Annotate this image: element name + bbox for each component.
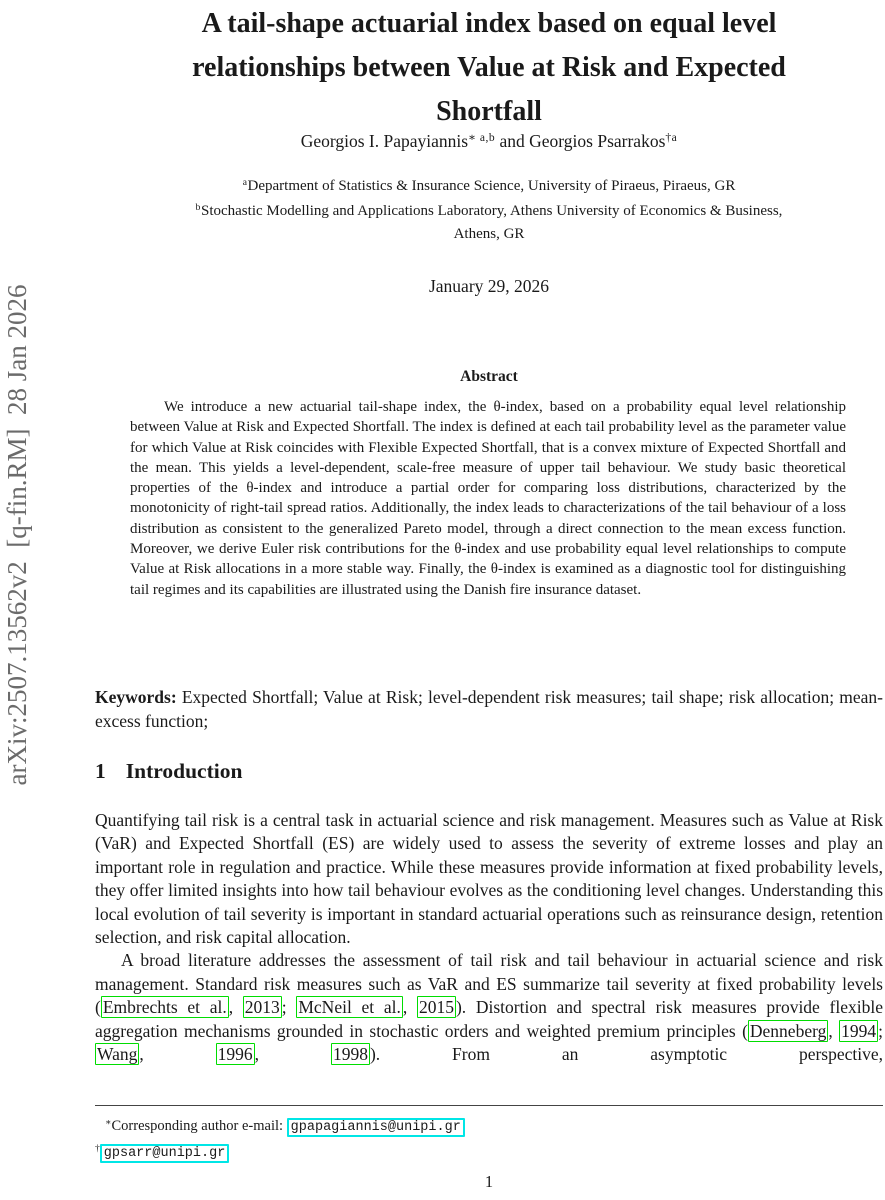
text-segment: , xyxy=(139,1044,216,1065)
footnote-corresponding-author xyxy=(95,1112,883,1138)
text-segment: ). Distortion and spectral risk measures provide flexible aggregation mechanisms grounded in stochastic orders and weighted premium principles ( xyxy=(95,997,883,1041)
text-segment: Georgios I. Papayiannis xyxy=(300,130,469,151)
text-segment: Stochastic Modelling and Applications Laboratory, Athens University of Economics & Business, xyxy=(200,203,783,220)
affiliation-line-city xyxy=(95,223,883,246)
footnotes xyxy=(95,1105,883,1164)
text-segment: b xyxy=(195,202,201,214)
text-segment: , xyxy=(828,1020,840,1041)
text-segment: , xyxy=(402,997,417,1018)
text-segment: ; xyxy=(281,997,297,1018)
citation-link[interactable]: 1998 xyxy=(332,1044,368,1065)
section-number: 1 xyxy=(95,759,106,783)
paper-date: January 29, 2026 xyxy=(428,276,550,296)
text-segment: A broad literature addresses the assessment of tail risk and tail behaviour in actuarial science and risk management. Standard risk measures such as VaR and ES summarize tail severity at fixed probability levels ( xyxy=(95,950,883,1018)
paper-title xyxy=(95,2,883,134)
arxiv-watermark: arXiv:2507.13562v2 [q-fin.RM] 28 Jan 2026 xyxy=(2,284,32,786)
abstract-heading: Abstract xyxy=(460,368,518,385)
intro-paragraph-1: Quantifying tail risk is a central task in actuarial science and risk management. Measures such as Value at Risk (VaR) and Expected Shortfall (ES) are widely used to assess the severity of extreme losses and play an important role in regulation and practice. While these measures provide information at fixed probability levels, they offer limited insights into how tail behaviour evolves as the conditioning level changes. Understanding this local evolution of tail severity is important in standard actuarial operations such as reinsurance design, retention selection, and risk capital allocation. xyxy=(95,810,883,948)
citation-link[interactable]: 1994 xyxy=(841,1020,877,1041)
text-segment: Keywords: xyxy=(95,687,182,707)
footnote-marker-dagger: † xyxy=(95,1142,100,1154)
section-heading-introduction xyxy=(95,759,883,784)
page-number: 1 xyxy=(484,1172,494,1191)
affiliation-line-a xyxy=(95,172,883,197)
text-segment: Department of Statistics & Insurance Science, University of Piraeus, Piraeus, GR xyxy=(247,177,736,194)
authors-line xyxy=(95,130,883,152)
paper-title-line: relationships between Value at Risk and Expected xyxy=(192,52,786,83)
affiliation-line-b xyxy=(95,197,883,222)
intro-paragraph-2 xyxy=(95,949,883,1066)
text-segment: Athens, GR xyxy=(453,225,525,242)
citation-link[interactable]: Denneberg xyxy=(749,1020,827,1041)
text-segment: ∗ a,b xyxy=(468,132,496,144)
section-title: Introduction xyxy=(125,759,243,783)
citation-link[interactable]: 1996 xyxy=(217,1044,253,1065)
text-segment: Expected Shortfall; Value at Risk; level-dependent risk measures; tail shape; risk allocation; mean-excess function; xyxy=(95,687,883,731)
text-segment: †a xyxy=(665,132,678,144)
citation-link[interactable]: McNeil et al. xyxy=(298,997,401,1018)
text-segment: ). From an asymptotic perspective, xyxy=(369,1044,884,1065)
footnote-text xyxy=(112,1118,465,1134)
text-segment: , xyxy=(228,997,243,1018)
footnote-second-author-email xyxy=(95,1138,883,1164)
text-segment: a xyxy=(242,177,248,188)
paper-title-line: A tail-shape actuarial index based on equal level xyxy=(201,8,777,39)
email-link[interactable]: gpsarr@unipi.gr xyxy=(100,1144,230,1163)
affiliations xyxy=(95,172,883,245)
introduction-body xyxy=(95,809,883,1066)
text-segment: and Georgios Psarrakos xyxy=(495,130,666,151)
citation-link[interactable]: 2015 xyxy=(418,997,454,1018)
citation-link[interactable]: Wang xyxy=(97,1044,138,1065)
email-link[interactable]: gpapagiannis@unipi.gr xyxy=(287,1118,465,1137)
footnote-text xyxy=(100,1144,230,1160)
footnote-marker-asterisk: ∗ xyxy=(105,1117,112,1128)
text-segment: , xyxy=(254,1044,331,1065)
paper-title-line: Shortfall xyxy=(436,96,542,127)
abstract-text: We introduce a new actuarial tail-shape index, the θ-index, based on a probability equal level relationship between Value at Risk and Expected Shortfall. The index is defined at each tail probability level as the parameter value for which Value at Risk coincides with Flexible Expected Shortfall, that is a convex mixture of Expected Shortfall and the mean. This yields a level-dependent, scale-free measure of upper tail behaviour. We study basic theoretical properties of the θ-index and introduce a partial order for comparing loss distributions, characterized by the monotonicity of right-tail spread ratios. Additionally, the index leads to characterizations of the tail behaviour of a loss distribution as consistent to the generalized Pareto model, through a direct connection to the mean excess function. Moreover, we derive Euler risk contributions for the θ-index and use probability equal level relationships to compute Value at Risk allocations in a more stable way. Finally, the θ-index is examined as a diagnostic tool for distinguishing tail regimes and its capabilities are illustrated using the Danish fire insurance dataset. xyxy=(130,399,846,598)
keywords-block xyxy=(95,686,883,733)
text-segment: ; xyxy=(878,1020,883,1041)
citation-link[interactable]: Embrechts et al. xyxy=(102,997,227,1018)
citation-link[interactable]: 2013 xyxy=(244,997,280,1018)
text-segment: Corresponding author e-mail: xyxy=(111,1117,287,1134)
